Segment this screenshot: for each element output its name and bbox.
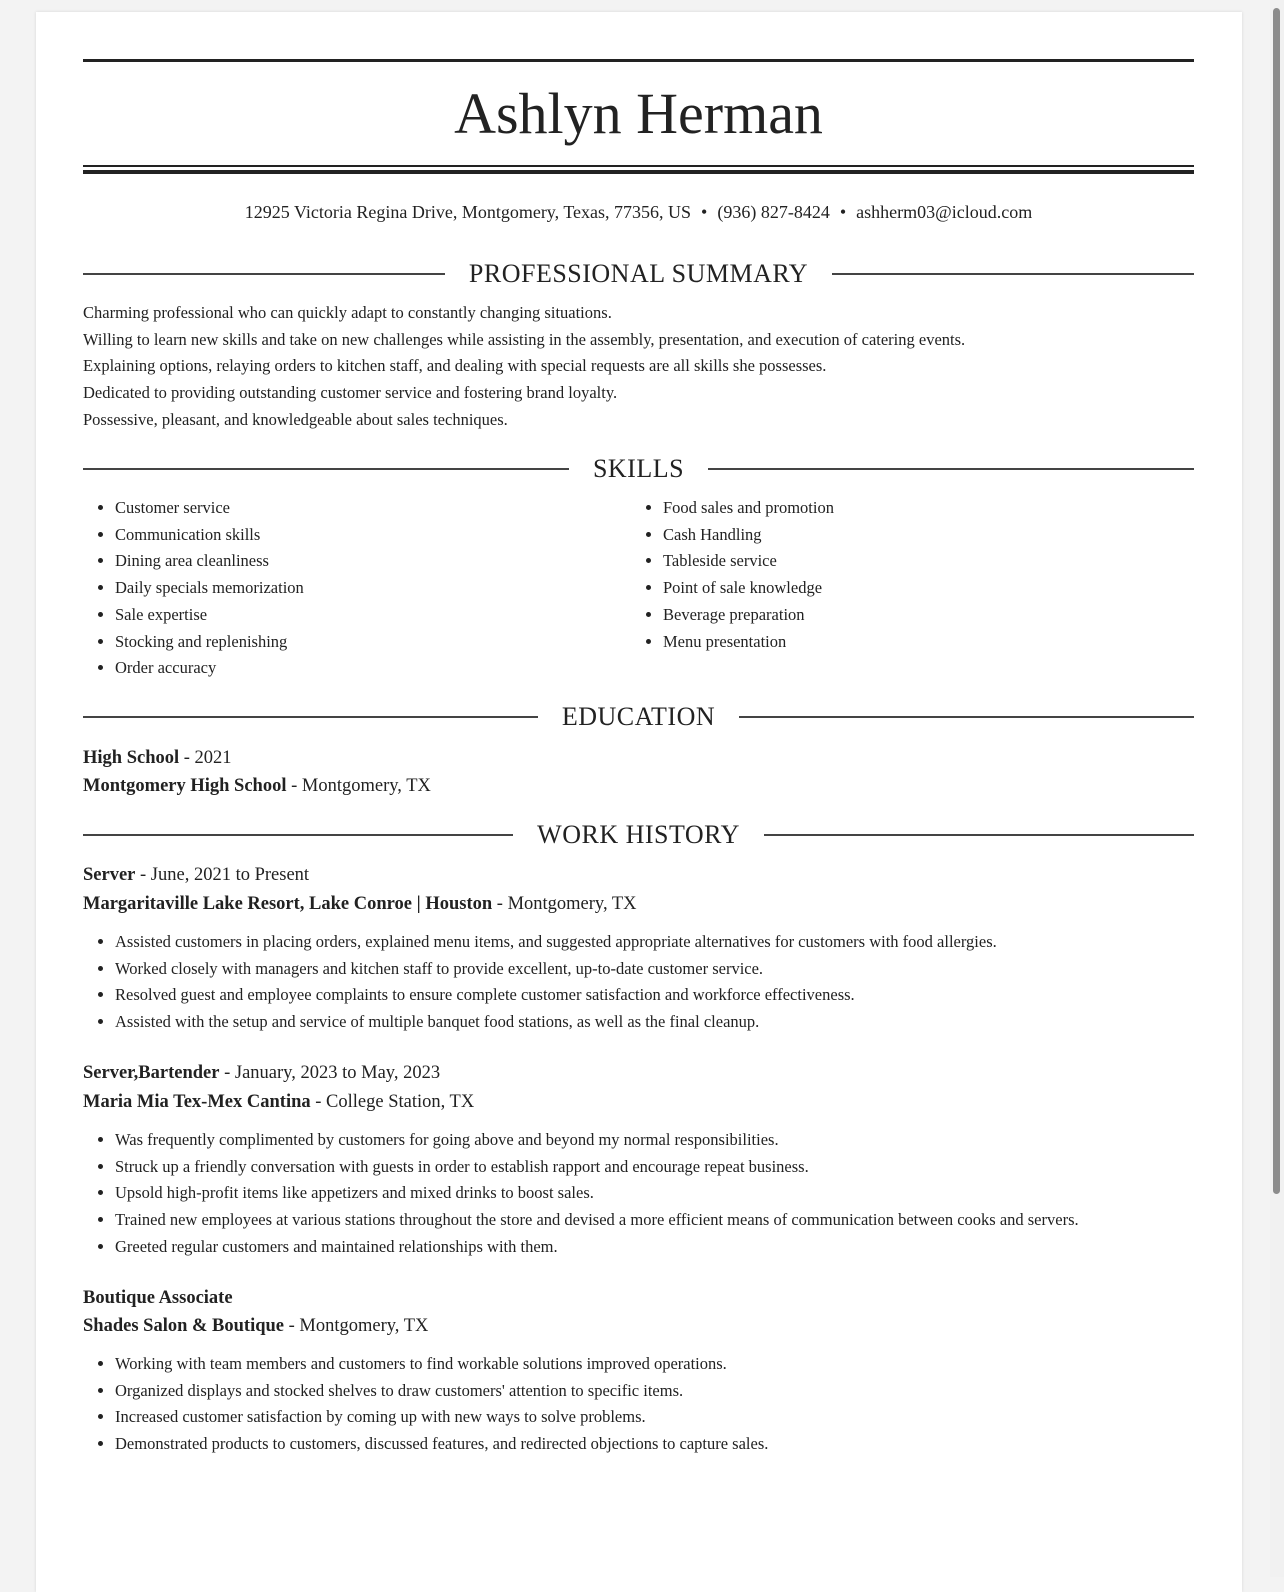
job-title: Boutique Associate bbox=[83, 1288, 233, 1308]
summary-heading bbox=[83, 258, 1194, 290]
skills-title: SKILLS bbox=[592, 454, 685, 483]
summary-title: PROFESSIONAL SUMMARY bbox=[468, 259, 809, 288]
job-location: - Montgomery, TX bbox=[496, 894, 637, 914]
skill-item: • Beverage preparation bbox=[663, 602, 1183, 629]
heading-rule-left bbox=[83, 716, 538, 718]
job-title-line bbox=[83, 861, 1194, 889]
education-year: - 2021 bbox=[183, 748, 232, 768]
summary-line: Dedicated to providing outstanding customer service and fostering brand loyalty. bbox=[83, 383, 618, 403]
job-duty: • Assisted with the setup and service of multiple banquet food stations, as well as the final cleanup. bbox=[115, 1009, 1226, 1036]
heading-rule-left bbox=[83, 468, 569, 470]
job-duty: • Increased customer satisfaction by coming up with new ways to solve problems. bbox=[115, 1404, 1226, 1431]
job-employer: Margaritaville Lake Resort, Lake Conroe | Houston bbox=[83, 894, 493, 914]
skill-item: • Customer service bbox=[115, 495, 635, 522]
summary-line: Charming professional who can quickly adapt to constantly changing situations. bbox=[83, 303, 612, 322]
education-title: EDUCATION bbox=[561, 702, 716, 731]
job-location: - Montgomery, TX bbox=[288, 1316, 429, 1336]
contact-address: 12925 Victoria Regina Drive, Montgomery, Texas, 77356, US bbox=[244, 202, 692, 222]
job-title-line bbox=[83, 1284, 1194, 1312]
job-duty: • Resolved guest and employee complaints to ensure complete customer satisfaction and workforce effectiveness. bbox=[115, 982, 1226, 1009]
skill-item: • Dining area cleanliness bbox=[115, 548, 635, 575]
job-employer: Shades Salon & Boutique bbox=[83, 1316, 284, 1336]
education-location: - Montgomery, TX bbox=[291, 776, 431, 796]
name-rule-bottom-thick bbox=[83, 170, 1194, 174]
job-title-line bbox=[83, 1059, 1194, 1087]
job-duty: • Greeted regular customers and maintained relationships with them. bbox=[115, 1234, 1226, 1261]
skill-item: • Order accuracy bbox=[115, 655, 635, 682]
summary-text bbox=[83, 300, 1194, 434]
heading-rule-right bbox=[764, 834, 1194, 836]
job-employer-line bbox=[83, 890, 1194, 918]
skill-item: • Tableside service bbox=[663, 548, 1183, 575]
heading-rule-right bbox=[708, 468, 1194, 470]
job-duties-list bbox=[83, 1127, 1226, 1261]
skill-item: • Cash Handling bbox=[663, 522, 1183, 549]
scrollbar-thumb[interactable] bbox=[1273, 8, 1280, 1194]
work-title: WORK HISTORY bbox=[537, 820, 740, 849]
job-duty: • Working with team members and customers to find workable solutions improved operations. bbox=[115, 1351, 1226, 1378]
education-school: Montgomery High School bbox=[83, 776, 287, 796]
summary-line: Possessive, pleasant, and knowledgeable about sales techniques. bbox=[83, 409, 508, 429]
heading-rule-right bbox=[832, 273, 1194, 275]
job-title: Server bbox=[83, 865, 136, 885]
job-duties-list bbox=[83, 1351, 1226, 1458]
skill-item: • Stocking and replenishing bbox=[115, 629, 635, 656]
heading-rule-right bbox=[739, 716, 1194, 718]
summary-line: Explaining options, relaying orders to kitchen staff, and dealing with special requests are all skills she possesses. bbox=[83, 356, 827, 376]
education-heading bbox=[83, 701, 1194, 733]
education-degree: High School bbox=[83, 748, 180, 768]
education-school-line bbox=[83, 772, 1194, 800]
job-duty: • Upsold high-profit items like appetizers and mixed drinks to boost sales. bbox=[115, 1180, 1226, 1207]
job-duty: • Assisted customers in placing orders, explained menu items, and suggested appropriate alternatives for customers with food allergies. bbox=[115, 929, 1226, 956]
skill-item: • Daily specials memorization bbox=[115, 575, 635, 602]
contact-separator: • bbox=[701, 202, 708, 222]
job-duty: • Was frequently complimented by customers for going above and beyond my normal responsibilities. bbox=[115, 1127, 1226, 1154]
contact-line bbox=[83, 200, 1194, 224]
job-duty: • Trained new employees at various stations throughout the store and devised a more efficient means of communication between cooks and servers. bbox=[115, 1207, 1226, 1234]
skills-list-right bbox=[631, 495, 1183, 655]
contact-separator: • bbox=[839, 202, 847, 222]
job-dates: - June, 2021 to Present bbox=[140, 865, 310, 885]
job-duty: • Demonstrated products to customers, discussed features, and redirected objections to capture sales. bbox=[115, 1431, 1226, 1458]
name-rule-bottom bbox=[83, 165, 1194, 167]
skill-item: • Food sales and promotion bbox=[663, 495, 1183, 522]
job-dates: - January, 2023 to May, 2023 bbox=[224, 1063, 441, 1083]
work-heading bbox=[83, 819, 1194, 851]
vertical-scrollbar[interactable] bbox=[1270, 0, 1284, 1577]
job-employer: Maria Mia Tex-Mex Cantina bbox=[83, 1092, 311, 1112]
job-duty: • Worked closely with managers and kitchen staff to provide excellent, up-to-date customer service. bbox=[115, 956, 1226, 983]
job-employer-line bbox=[83, 1088, 1194, 1116]
skills-heading bbox=[83, 453, 1194, 485]
summary-line: Willing to learn new skills and take on new challenges while assisting in the assembly, presentation, and execution of catering events. bbox=[83, 329, 966, 349]
contact-email: ashherm03@icloud.com bbox=[856, 202, 1033, 222]
skills-list-left bbox=[83, 495, 635, 682]
job-duty: • Struck up a friendly conversation with guests in order to establish rapport and encourage repeat business. bbox=[115, 1154, 1226, 1181]
skill-item: • Communication skills bbox=[115, 522, 635, 549]
job-duty: • Organized displays and stocked shelves to draw customers' attention to specific items. bbox=[115, 1378, 1226, 1405]
job-duties-list bbox=[83, 929, 1226, 1036]
skill-item: • Point of sale knowledge bbox=[663, 575, 1183, 602]
contact-phone: (936) 827-8424 bbox=[717, 202, 830, 222]
skill-item: • Sale expertise bbox=[115, 602, 635, 629]
job-employer-line bbox=[83, 1312, 1194, 1340]
skill-item: • Menu presentation bbox=[663, 629, 1183, 656]
candidate-name: Ashlyn Herman bbox=[454, 81, 823, 146]
name-rule-top bbox=[83, 59, 1194, 62]
education-degree-line bbox=[83, 744, 1194, 772]
heading-rule-left bbox=[83, 834, 513, 836]
resume-page bbox=[36, 12, 1242, 1592]
heading-rule-left bbox=[83, 273, 445, 275]
job-title: Server,Bartender bbox=[83, 1063, 220, 1083]
job-location: - College Station, TX bbox=[315, 1092, 475, 1112]
